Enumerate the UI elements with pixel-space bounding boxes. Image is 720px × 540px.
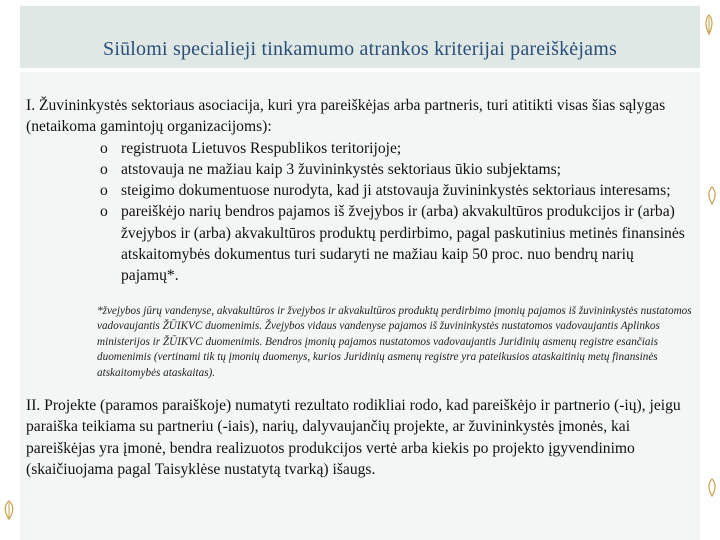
bullet-icon: o bbox=[100, 139, 108, 157]
list-item bbox=[26, 201, 686, 286]
list-item bbox=[26, 138, 686, 159]
list-item-text: atstovauja ne mažiau kaip 3 žuvininkystės sektoriaus ūkio subjektams; bbox=[121, 160, 561, 178]
slide-title: Siūlomi specialieji tinkamumo atrankos kriterijai pareiškėjams bbox=[103, 38, 617, 60]
feather-icon bbox=[2, 500, 16, 520]
list-item-text: steigimo dokumentuose nurodyta, kad ji atstovauja žuvininkystės sektoriaus interesams; bbox=[121, 182, 671, 200]
feather-icon bbox=[706, 186, 718, 206]
list-item bbox=[26, 180, 686, 201]
section-2-text: II. Projekte (paramos paraiškoje) numatyti rezultato rodikliai rodo, kad pareiškėjo ir partnerio (-ių), jeigu paraiška teikiama su partneriu (-iais), narių, dalyvaujančių projekte, ar žuvininkystės įmonės, kai pareiškėjas yra įmonė, bendra realizuotos produkcijos vertė arba kiekis po projekto įgyvendinimo (skaičiuojama pagal Taisyklėse nustatytą tvarką) išaugs. bbox=[26, 397, 681, 479]
list-item-text: pareiškėjo narių bendros pajamos iš žvejybos ir (arba) akvakultūros produkcijos ir (arba) žvejybos ir (arba) akvakultūros produktų perdirbimo, pagal paskutinius metinės finansinės atskaitomybės dokumentus turi sudaryti ne mažiau kaip 50 proc. nuo bendrų narių pajamų*. bbox=[121, 203, 685, 285]
section-1-intro: I. Žuvininkystės sektoriaus asociacija, kuri yra pareiškėjas arba partneris, turi atitikti visas šias sąlygas (netaikoma gamintojų organizacijoms): bbox=[26, 97, 666, 136]
feather-icon bbox=[703, 14, 715, 36]
bullet-icon: o bbox=[100, 182, 108, 200]
bullet-icon: o bbox=[100, 160, 108, 178]
slide-content bbox=[26, 95, 692, 480]
list-item-text: registruota Lietuvos Respublikos teritorijoje; bbox=[121, 139, 402, 157]
list-item bbox=[26, 159, 686, 180]
criteria-list bbox=[26, 138, 686, 287]
footnote: *žvejybos jūrų vandenyse, akvakultūros ir žvejybos ir akvakultūros produktų perdirbimo įmonių pajamos iš žuvininkystės nustatomos vadovaujantis ŽŪIKVC duomenimis. Žvejybos vidaus vandenyse pajamos iš žuvininkystės nustatomos vadovaujantis Aplinkos ministerijos ir ŽŪIKVC duomenimis. Bendros įmonių pajamos nustatomos vadovaujantis Juridinių asmenų registre esančiais duomenimis (vertinami tik tų įmonių duomenys, kurios Juridinių asmenų registre yra pateikusios ataskaitinių metų finansinės atskaitomybės ataskaitas). bbox=[97, 304, 692, 379]
feather-icon bbox=[706, 478, 718, 498]
bullet-icon: o bbox=[100, 203, 108, 221]
